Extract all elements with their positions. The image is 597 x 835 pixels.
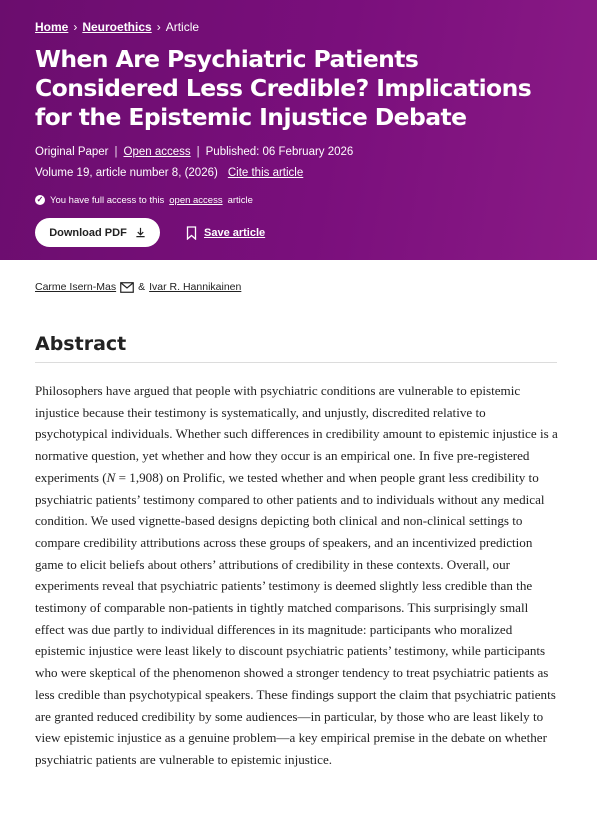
breadcrumb-neuroethics[interactable]: Neuroethics bbox=[82, 20, 152, 34]
access-note-link[interactable]: open access bbox=[169, 194, 223, 206]
meta-divider: | bbox=[196, 146, 200, 158]
save-article-label: Save article bbox=[204, 226, 266, 239]
abstract-text-part2: = 1,908) on Prolific, we tested whether and when people grant less credibility to psychiatric patients’ testimony compared to other patients and to individuals without any medical condition. We used vignette-based designs depicting both clinical and non-clinical settings to compare credibility attributions across these groups of speakers, and an incentivized prediction game to elicit beliefs about others’ attributions of credibility in these contexts. Overall, our experiments reveal that psychiatric patients’ testimony is deemed slightly less credible than the testimony of comparable non-patients in tightly matched comparisons. This surprisingly small effect was due partly to individual differences in its magnitude: participants who moralized epistemic injustice were least likely to discount psychiatric patients’ testimony, while participants who were skeptical of the phenomenon showed a stronger tendency to treat psychiatric patients as less credible than psychotypical speakers. These findings support the claim that psychiatric patients are granted reduced credibility by some audiences—in particular, by those who are least likely to view epistemic injustice as a genuine problem—a key empirical premise in the debate on whether psychiatric patients are vulnerable to epistemic injustice. bbox=[35, 469, 556, 767]
abstract-text bbox=[35, 380, 561, 771]
check-circle-icon: ✓ bbox=[36, 195, 44, 204]
author-list bbox=[35, 281, 241, 293]
section-divider bbox=[35, 362, 557, 363]
access-note bbox=[35, 192, 562, 208]
breadcrumb-separator-icon: › bbox=[73, 20, 78, 34]
cite-link[interactable]: Cite this article bbox=[227, 167, 304, 179]
email-icon[interactable] bbox=[120, 282, 134, 293]
author-link[interactable]: Carme Isern-Mas bbox=[35, 281, 117, 293]
article-actions bbox=[35, 218, 562, 247]
breadcrumb bbox=[35, 18, 562, 36]
download-pdf-label: Download PDF bbox=[49, 226, 127, 239]
published-date: Published: 06 February 2026 bbox=[205, 146, 354, 158]
breadcrumb-separator-icon: › bbox=[156, 20, 161, 34]
download-icon bbox=[135, 227, 146, 238]
author-separator: & bbox=[138, 281, 146, 293]
download-pdf-button[interactable] bbox=[35, 218, 160, 247]
access-note-suffix: article bbox=[227, 194, 253, 206]
meta-divider: | bbox=[114, 146, 118, 158]
abstract-heading: Abstract bbox=[35, 333, 127, 355]
article-type: Original Paper bbox=[35, 146, 109, 158]
access-note-prefix: You have full access to this bbox=[50, 194, 165, 206]
breadcrumb-home[interactable]: Home bbox=[35, 20, 69, 34]
open-access-link[interactable]: Open access bbox=[123, 146, 191, 158]
abstract-text-part1: Philosophers have argued that people with psychiatric conditions are vulnerable to epistemic injustice because their testimony is systematically, and unjustly, discredited relative to psychotypical individuals. Whether such differences in credibility amount to epistemic injustice is a normative question, yet whether and how they occur is an empirical one. In five pre-registered experiments ( bbox=[35, 383, 558, 485]
sample-size-symbol: N bbox=[106, 469, 116, 485]
breadcrumb-current: Article bbox=[165, 20, 200, 34]
article-title: When Are Psychiatric Patients Considered Less Credible? Implications for the Epistemic Injustice Debate bbox=[35, 45, 532, 131]
article-header bbox=[0, 0, 597, 260]
author-link[interactable]: Ivar R. Hannikainen bbox=[149, 281, 242, 293]
volume-info: Volume 19, article number 8, (2026) bbox=[35, 167, 218, 179]
save-article-button[interactable] bbox=[186, 226, 265, 240]
article-meta bbox=[35, 142, 562, 184]
bookmark-icon bbox=[186, 226, 197, 240]
